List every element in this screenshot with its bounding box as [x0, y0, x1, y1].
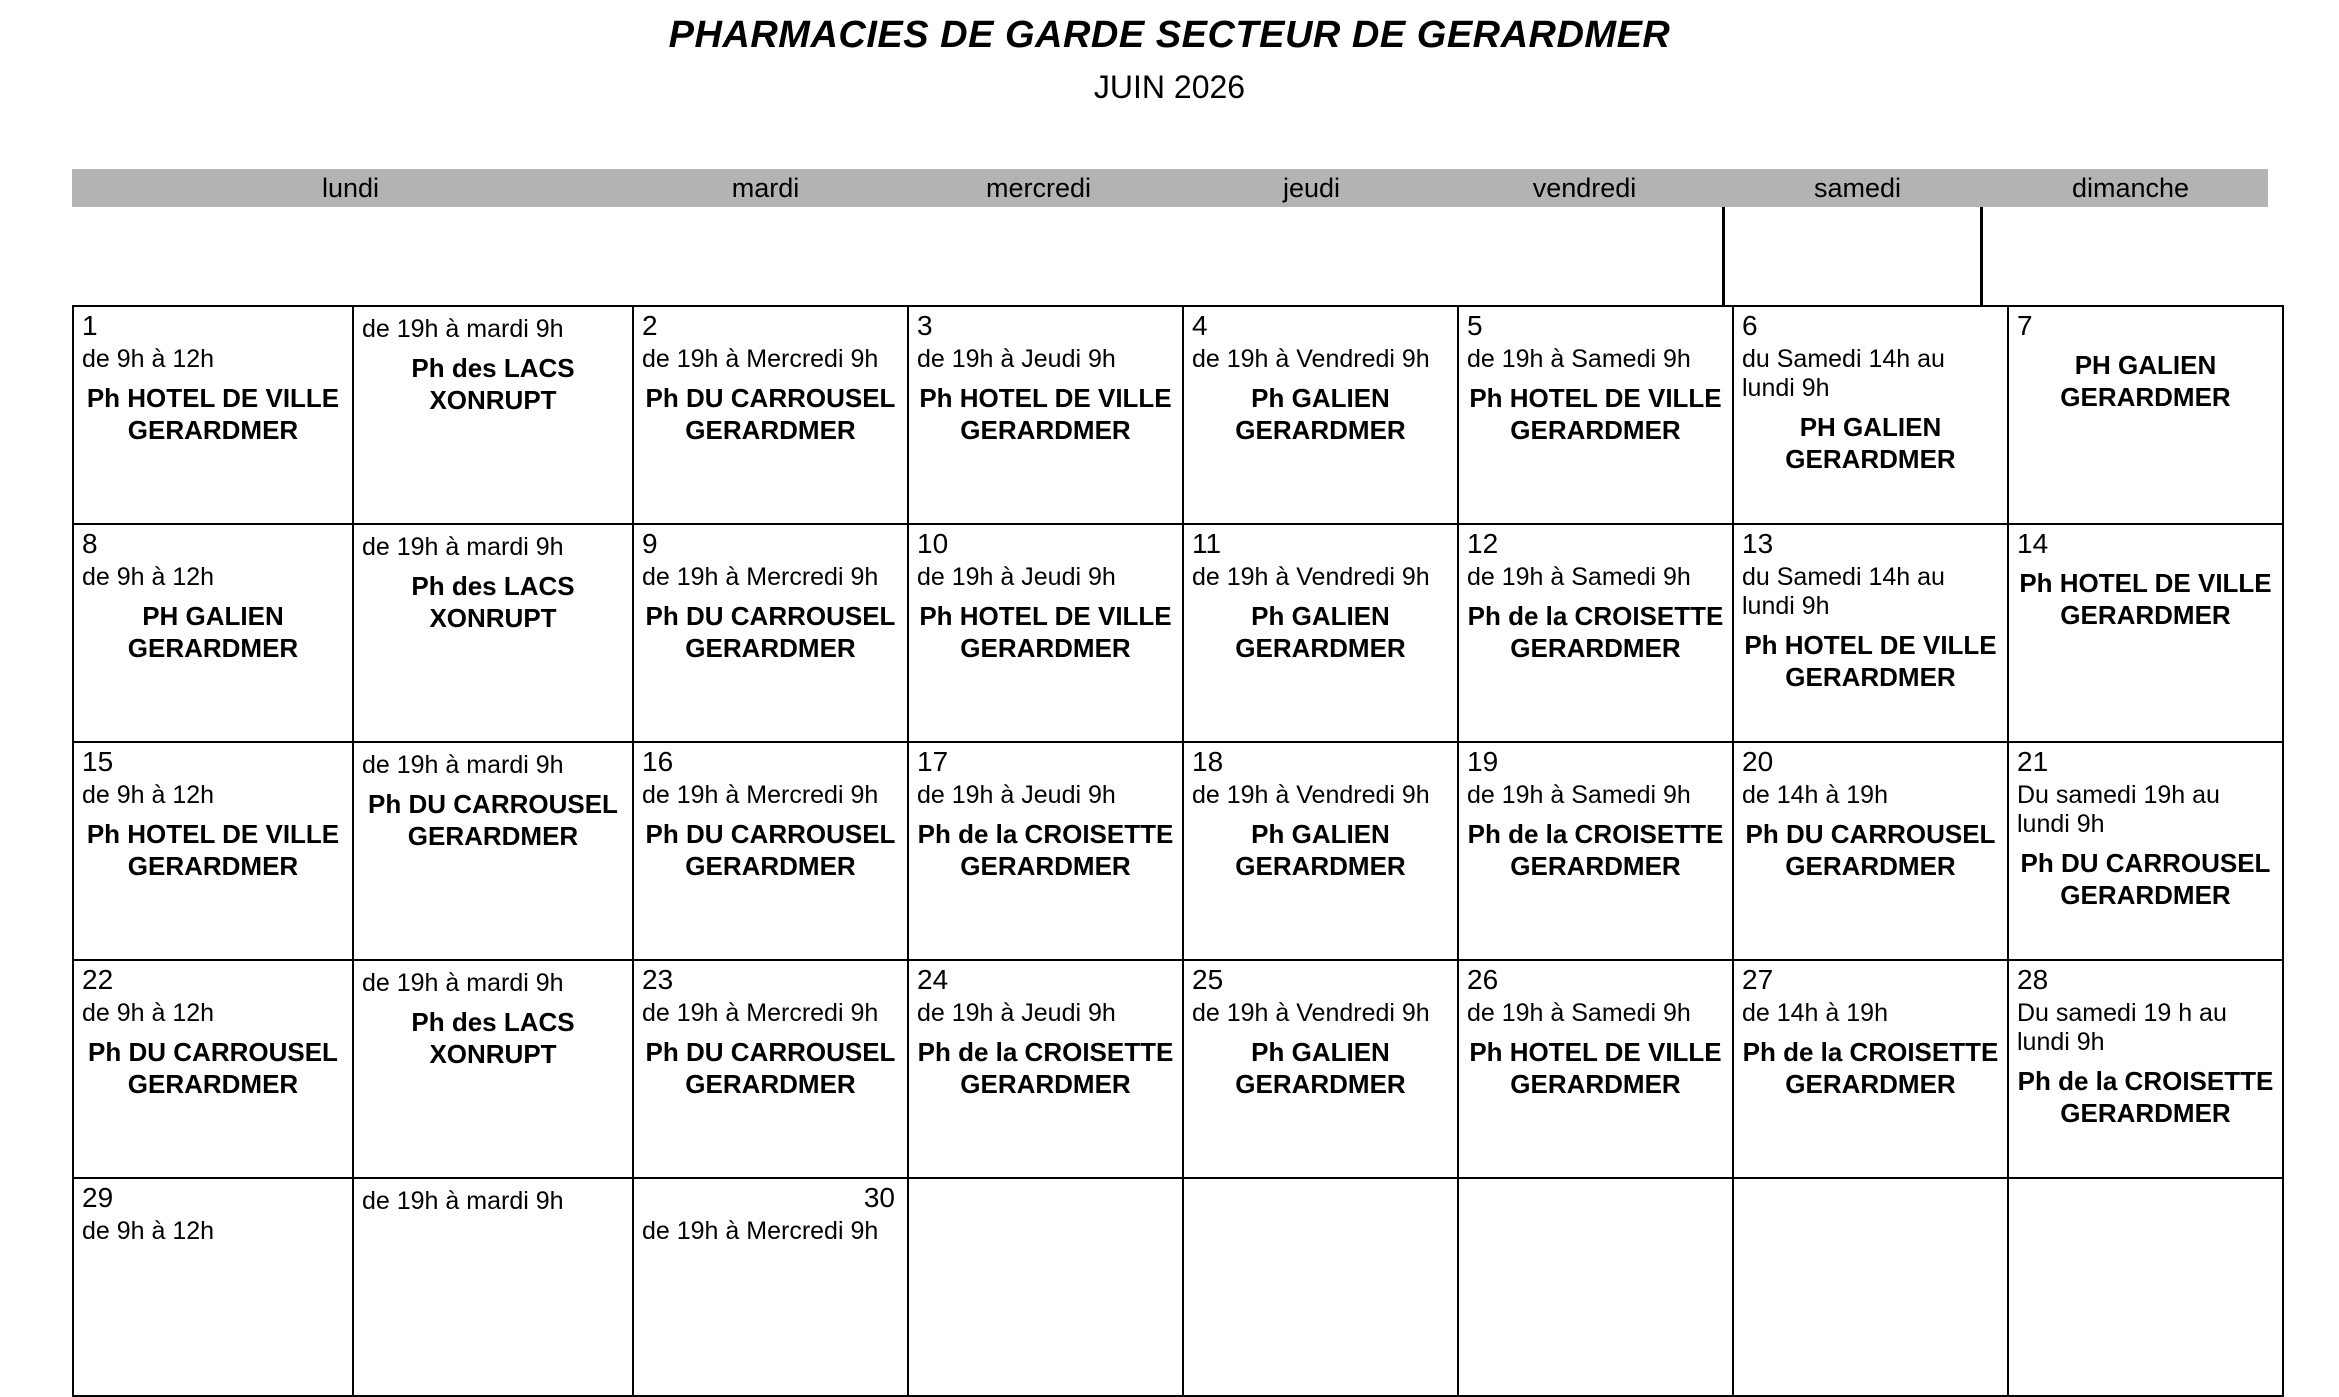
cell-day-12[interactable] [1458, 524, 1733, 742]
day-number: 4 [1192, 310, 1208, 341]
weekday-mardi: mardi [731, 173, 800, 203]
day-number: 1 [82, 310, 98, 341]
day-hours: de 14h à 19h [1742, 781, 1888, 809]
day-pharmacy: Ph de la CROISETTE GERARDMER [1467, 819, 1724, 881]
cell-day-15b[interactable] [353, 742, 633, 960]
day-hours: de 19h à Mercredi 9h [642, 999, 879, 1027]
day-pharmacy: Ph de la CROISETTE GERARDMER [917, 1037, 1174, 1099]
day-pharmacy: Ph des LACS XONRUPT [411, 353, 575, 415]
cell-day-15a[interactable] [73, 742, 353, 960]
cell-day-17[interactable] [908, 742, 1183, 960]
cell-day-8b[interactable] [353, 524, 633, 742]
day-pharmacy: Ph HOTEL DE VILLE GERARDMER [919, 383, 1172, 445]
calendar-spacer-row [72, 207, 2268, 305]
day-number: 25 [1192, 964, 1224, 995]
day-hours: de 19h à mardi 9h [362, 751, 564, 779]
cell-day-16[interactable] [633, 742, 908, 960]
day-hours: de 19h à Vendredi 9h [1192, 999, 1430, 1027]
cell-day-10[interactable] [908, 524, 1183, 742]
day-number: 11 [1192, 528, 1222, 559]
day-pharmacy: Ph DU CARROUSEL GERARDMER [368, 789, 618, 851]
day-number: 15 [82, 746, 114, 777]
day-pharmacy: Ph GALIEN GERARDMER [1235, 383, 1406, 445]
day-number: 24 [917, 964, 949, 995]
cell-day-3[interactable] [908, 306, 1183, 524]
divider-line-sunday [1980, 207, 1983, 305]
cell-empty-sunday [2008, 1178, 2283, 1396]
day-hours: de 19h à Mercredi 9h [642, 1217, 879, 1245]
calendar-table [72, 305, 2284, 1397]
day-pharmacy: Ph de la CROISETTE GERARDMER [1742, 1037, 1999, 1099]
day-hours: de 19h à mardi 9h [362, 1187, 564, 1215]
day-number: 14 [2017, 528, 2049, 559]
cell-day-29a[interactable] [73, 1178, 353, 1396]
cell-day-23[interactable] [633, 960, 908, 1178]
day-pharmacy: Ph de la CROISETTE GERARDMER [2017, 1066, 2274, 1128]
day-pharmacy: PH GALIEN GERARDMER [2060, 350, 2231, 412]
day-pharmacy: Ph des LACS XONRUPT [411, 1007, 575, 1069]
cell-day-14[interactable] [2008, 524, 2283, 742]
day-hours: de 19h à mardi 9h [362, 315, 564, 343]
day-pharmacy: PH GALIEN GERARDMER [1785, 412, 1956, 474]
day-pharmacy: Ph HOTEL DE VILLE GERARDMER [1469, 1037, 1722, 1099]
cell-empty-wednesday [908, 1178, 1183, 1396]
weekday-samedi: samedi [1813, 173, 1902, 203]
cell-day-27[interactable] [1733, 960, 2008, 1178]
day-hours: du Samedi 14h au lundi 9h [1742, 563, 1945, 620]
day-pharmacy: Ph DU CARROUSEL GERARDMER [645, 1037, 896, 1099]
day-pharmacy: Ph HOTEL DE VILLE GERARDMER [86, 819, 340, 881]
cell-day-29b[interactable] [353, 1178, 633, 1396]
day-number: 5 [1467, 310, 1483, 341]
cell-day-1b[interactable] [353, 306, 633, 524]
weekday-vendredi: vendredi [1532, 173, 1637, 203]
cell-day-13[interactable] [1733, 524, 2008, 742]
day-hours: de 9h à 12h [82, 999, 215, 1027]
day-number: 21 [2017, 746, 2049, 777]
cell-day-8a[interactable] [73, 524, 353, 742]
cell-day-4[interactable] [1183, 306, 1458, 524]
day-pharmacy: Ph HOTEL DE VILLE GERARDMER [919, 601, 1172, 663]
day-hours: de 19h à Mercredi 9h [642, 563, 879, 591]
day-number: 9 [642, 528, 658, 559]
day-hours: Du samedi 19h au lundi 9h [2017, 781, 2220, 838]
day-pharmacy: Ph DU CARROUSEL GERARDMER [1745, 819, 1996, 881]
day-hours: de 9h à 12h [82, 781, 215, 809]
table-row [73, 960, 2283, 1178]
weekday-lundi: lundi [321, 173, 380, 203]
cell-day-9[interactable] [633, 524, 908, 742]
table-row [73, 524, 2283, 742]
weekday-mercredi: mercredi [985, 173, 1092, 203]
day-hours: de 19h à Jeudi 9h [917, 999, 1116, 1027]
cell-empty-friday [1458, 1178, 1733, 1396]
day-hours: de 19h à mardi 9h [362, 533, 564, 561]
day-pharmacy: Ph HOTEL DE VILLE GERARDMER [1744, 630, 1997, 692]
day-number: 18 [1192, 746, 1224, 777]
cell-day-20[interactable] [1733, 742, 2008, 960]
day-pharmacy: Ph de la CROISETTE GERARDMER [917, 819, 1174, 881]
day-pharmacy: Ph de la CROISETTE GERARDMER [1467, 601, 1724, 663]
day-number: 29 [82, 1182, 114, 1213]
day-hours: de 19h à Vendredi 9h [1192, 345, 1430, 373]
cell-day-6[interactable] [1733, 306, 2008, 524]
page-title: PHARMACIES DE GARDE SECTEUR DE GERARDMER [668, 14, 1671, 56]
cell-day-30[interactable] [633, 1178, 908, 1396]
day-number: 17 [917, 746, 949, 777]
table-row [73, 1178, 2283, 1396]
day-hours: Du samedi 19 h au lundi 9h [2017, 999, 2227, 1056]
day-number: 26 [1467, 964, 1499, 995]
day-pharmacy: Ph DU CARROUSEL GERARDMER [645, 819, 896, 881]
day-hours: de 19h à Vendredi 9h [1192, 563, 1430, 591]
day-hours: de 19h à Mercredi 9h [642, 345, 879, 373]
cell-day-19[interactable] [1458, 742, 1733, 960]
day-hours: de 19h à Samedi 9h [1467, 999, 1691, 1027]
day-number: 20 [1742, 746, 1774, 777]
day-pharmacy: Ph DU CARROUSEL GERARDMER [88, 1037, 338, 1099]
day-number: 16 [642, 746, 674, 777]
day-number: 3 [917, 310, 933, 341]
day-number: 6 [1742, 310, 1758, 341]
day-number: 8 [82, 528, 98, 559]
table-row [73, 306, 2283, 524]
cell-day-11[interactable] [1183, 524, 1458, 742]
cell-empty-thursday [1183, 1178, 1458, 1396]
day-pharmacy: Ph DU CARROUSEL GERARDMER [645, 383, 896, 445]
cell-day-7[interactable] [2008, 306, 2283, 524]
day-number: 2 [642, 310, 658, 341]
cell-day-26[interactable] [1458, 960, 1733, 1178]
day-hours: de 19h à Jeudi 9h [917, 781, 1116, 809]
calendar [72, 169, 2274, 1397]
table-row [73, 742, 2283, 960]
day-number: 10 [917, 528, 949, 559]
cell-day-21[interactable] [2008, 742, 2283, 960]
day-hours: de 19h à Mercredi 9h [642, 781, 879, 809]
day-pharmacy: Ph HOTEL DE VILLE GERARDMER [86, 383, 340, 445]
day-pharmacy: Ph GALIEN GERARDMER [1235, 601, 1406, 663]
day-hours: de 19h à Samedi 9h [1467, 781, 1691, 809]
weekday-dimanche: dimanche [2071, 173, 2190, 203]
day-number: 23 [642, 964, 674, 995]
day-hours: de 19h à Jeudi 9h [917, 345, 1116, 373]
day-number: 27 [1742, 964, 1774, 995]
day-hours: de 19h à Samedi 9h [1467, 563, 1691, 591]
cell-empty-saturday [1733, 1178, 2008, 1396]
day-pharmacy: Ph GALIEN GERARDMER [1235, 1037, 1406, 1099]
cell-day-22b[interactable] [353, 960, 633, 1178]
document-page [0, 14, 2339, 1366]
cell-day-24[interactable] [908, 960, 1183, 1178]
day-number: 13 [1742, 528, 1774, 559]
day-pharmacy: Ph DU CARROUSEL GERARDMER [645, 601, 896, 663]
divider-line-saturday [1722, 207, 1725, 305]
page-subtitle: JUIN 2026 [1093, 69, 1246, 105]
day-pharmacy: PH GALIEN GERARDMER [127, 601, 299, 663]
cell-day-25[interactable] [1183, 960, 1458, 1178]
day-hours: de 19h à Samedi 9h [1467, 345, 1691, 373]
day-hours: du Samedi 14h au lundi 9h [1742, 345, 1945, 402]
weekday-jeudi: jeudi [1282, 173, 1341, 203]
cell-day-22a[interactable] [73, 960, 353, 1178]
day-number: 28 [2017, 964, 2049, 995]
cell-day-1a[interactable] [73, 306, 353, 524]
day-number: 12 [1467, 528, 1499, 559]
day-number: 7 [2017, 310, 2033, 341]
day-number: 22 [82, 964, 114, 995]
day-pharmacy: Ph GALIEN GERARDMER [1235, 819, 1406, 881]
day-hours: de 9h à 12h [82, 563, 215, 591]
cell-day-18[interactable] [1183, 742, 1458, 960]
cell-day-28[interactable] [2008, 960, 2283, 1178]
cell-day-2[interactable] [633, 306, 908, 524]
cell-day-5[interactable] [1458, 306, 1733, 524]
day-hours: de 9h à 12h [82, 1217, 215, 1245]
day-hours: de 19h à Vendredi 9h [1192, 781, 1430, 809]
weekday-header-row [72, 169, 2268, 207]
day-hours: de 19h à mardi 9h [362, 969, 564, 997]
day-pharmacy: Ph HOTEL DE VILLE GERARDMER [1469, 383, 1722, 445]
day-hours: de 9h à 12h [82, 345, 215, 373]
day-pharmacy: Ph DU CARROUSEL GERARDMER [2020, 848, 2271, 910]
day-hours: de 14h à 19h [1742, 999, 1888, 1027]
day-number: 30 [863, 1182, 895, 1213]
day-pharmacy: Ph HOTEL DE VILLE GERARDMER [2019, 568, 2272, 630]
day-pharmacy: Ph des LACS XONRUPT [411, 571, 575, 633]
day-number: 19 [1467, 746, 1499, 777]
day-hours: de 19h à Jeudi 9h [917, 563, 1116, 591]
